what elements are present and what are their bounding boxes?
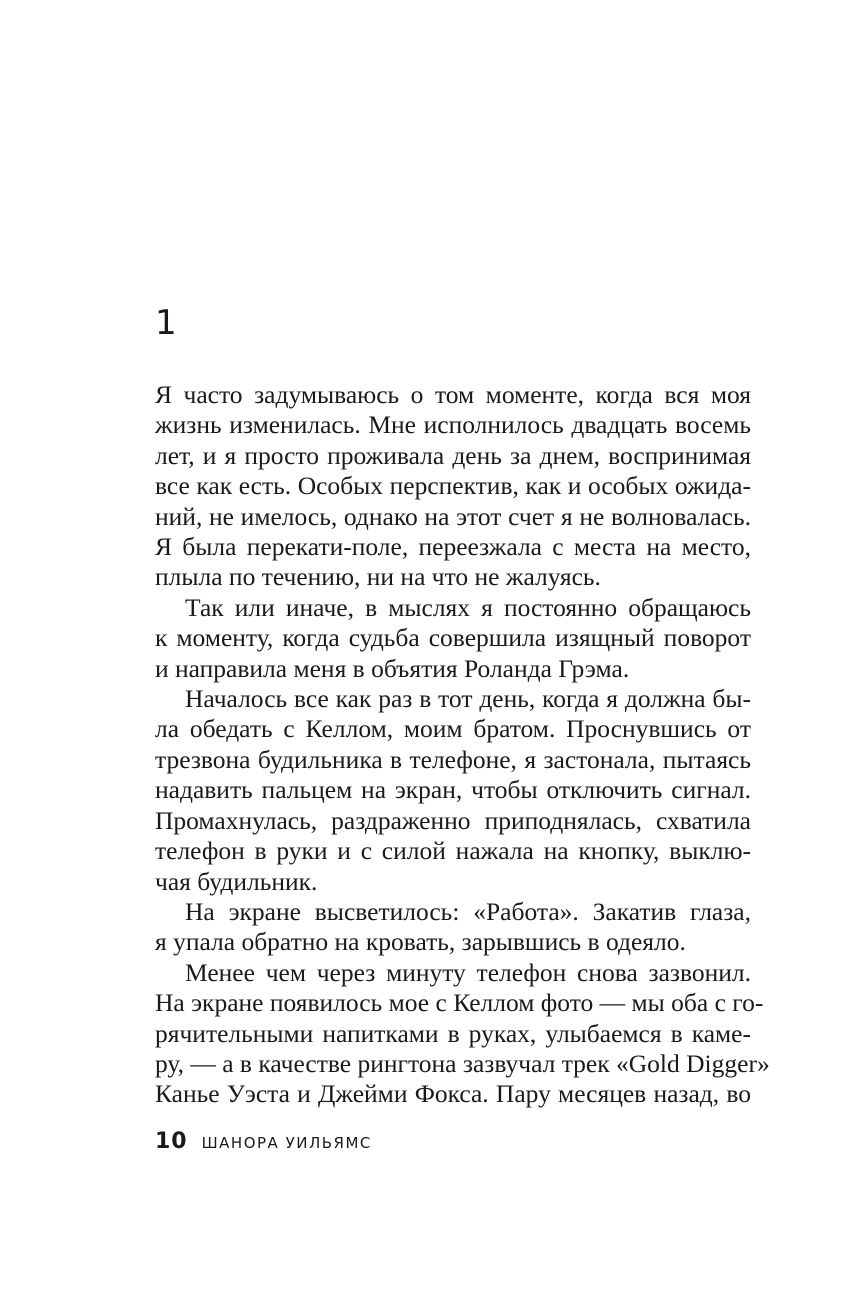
text-line: ру, — а в качестве рингтона зазвучал трек «Gold Digger» <box>155 1048 770 1078</box>
text-line: Канье Уэста и Джейми Фокса. Пару месяцев назад, во <box>155 1079 751 1109</box>
text-line: жизнь изменилась. Мне исполнилось двадцать восемь <box>155 410 751 440</box>
paragraph-5 <box>155 957 770 1110</box>
text-line: ла обедать с Келлом, моим братом. Проснувшись от <box>155 714 751 744</box>
text-line: Так или иначе, в мыслях я постоянно обращаюсь <box>185 592 751 622</box>
text-line: Менее чем через минуту телефон снова зазвонил. <box>185 957 751 987</box>
paragraph-4 <box>155 897 751 958</box>
text-line: Промахнулась, раздраженно приподнялась, схватила <box>155 805 751 835</box>
page-number: 10 <box>155 1129 188 1154</box>
text-line: чая будильник. <box>155 866 318 896</box>
text-line: ний, не имелось, однако на этот счет я не волновалась. <box>155 501 751 531</box>
text-line: трезвона будильника в телефоне, я застонала, пытаясь <box>155 744 751 774</box>
text-line: плыла по течению, ни на что не жалуясь. <box>155 562 601 592</box>
paragraph-2 <box>155 593 751 684</box>
text-line: Я была перекати-поле, переезжала с места на место, <box>155 532 751 562</box>
text-line: телефон в руки и с силой нажала на кнопку, выклю- <box>155 836 751 866</box>
text-line: На экране появилось мое с Келлом фото — мы оба с го- <box>155 988 764 1018</box>
text-line: надавить пальцем на экран, чтобы отключить сигнал. <box>155 775 751 805</box>
text-line: Я часто задумываюсь о том моменте, когда вся моя <box>155 380 751 409</box>
chapter-number: 1 <box>155 303 177 343</box>
text-line: рячительными напитками в руках, улыбаемся в каме- <box>155 1018 751 1048</box>
text-line: На экране высветилось: «Работа». Закатив глаза, <box>185 896 751 926</box>
text-line: к моменту, когда судьба совершила изящный поворот <box>155 623 751 653</box>
text-line: и направила меня в объятия Роланда Грэма. <box>155 653 630 683</box>
text-line: все как есть. Особых перспектив, как и особых ожида- <box>155 471 751 501</box>
chapter-body <box>155 380 770 1110</box>
running-head: ШАНОРА УИЛЬЯМС <box>201 1134 372 1152</box>
text-line: я упала обратно на кровать, зарывшись в одеяло. <box>155 927 686 957</box>
paragraph-1 <box>155 380 751 593</box>
paragraph-3 <box>155 684 751 897</box>
text-line: лет, и я просто проживала день за днем, воспринимая <box>155 440 751 470</box>
page-footer <box>155 1129 372 1154</box>
text-line: Началось все как раз в тот день, когда я должна бы- <box>185 684 751 714</box>
